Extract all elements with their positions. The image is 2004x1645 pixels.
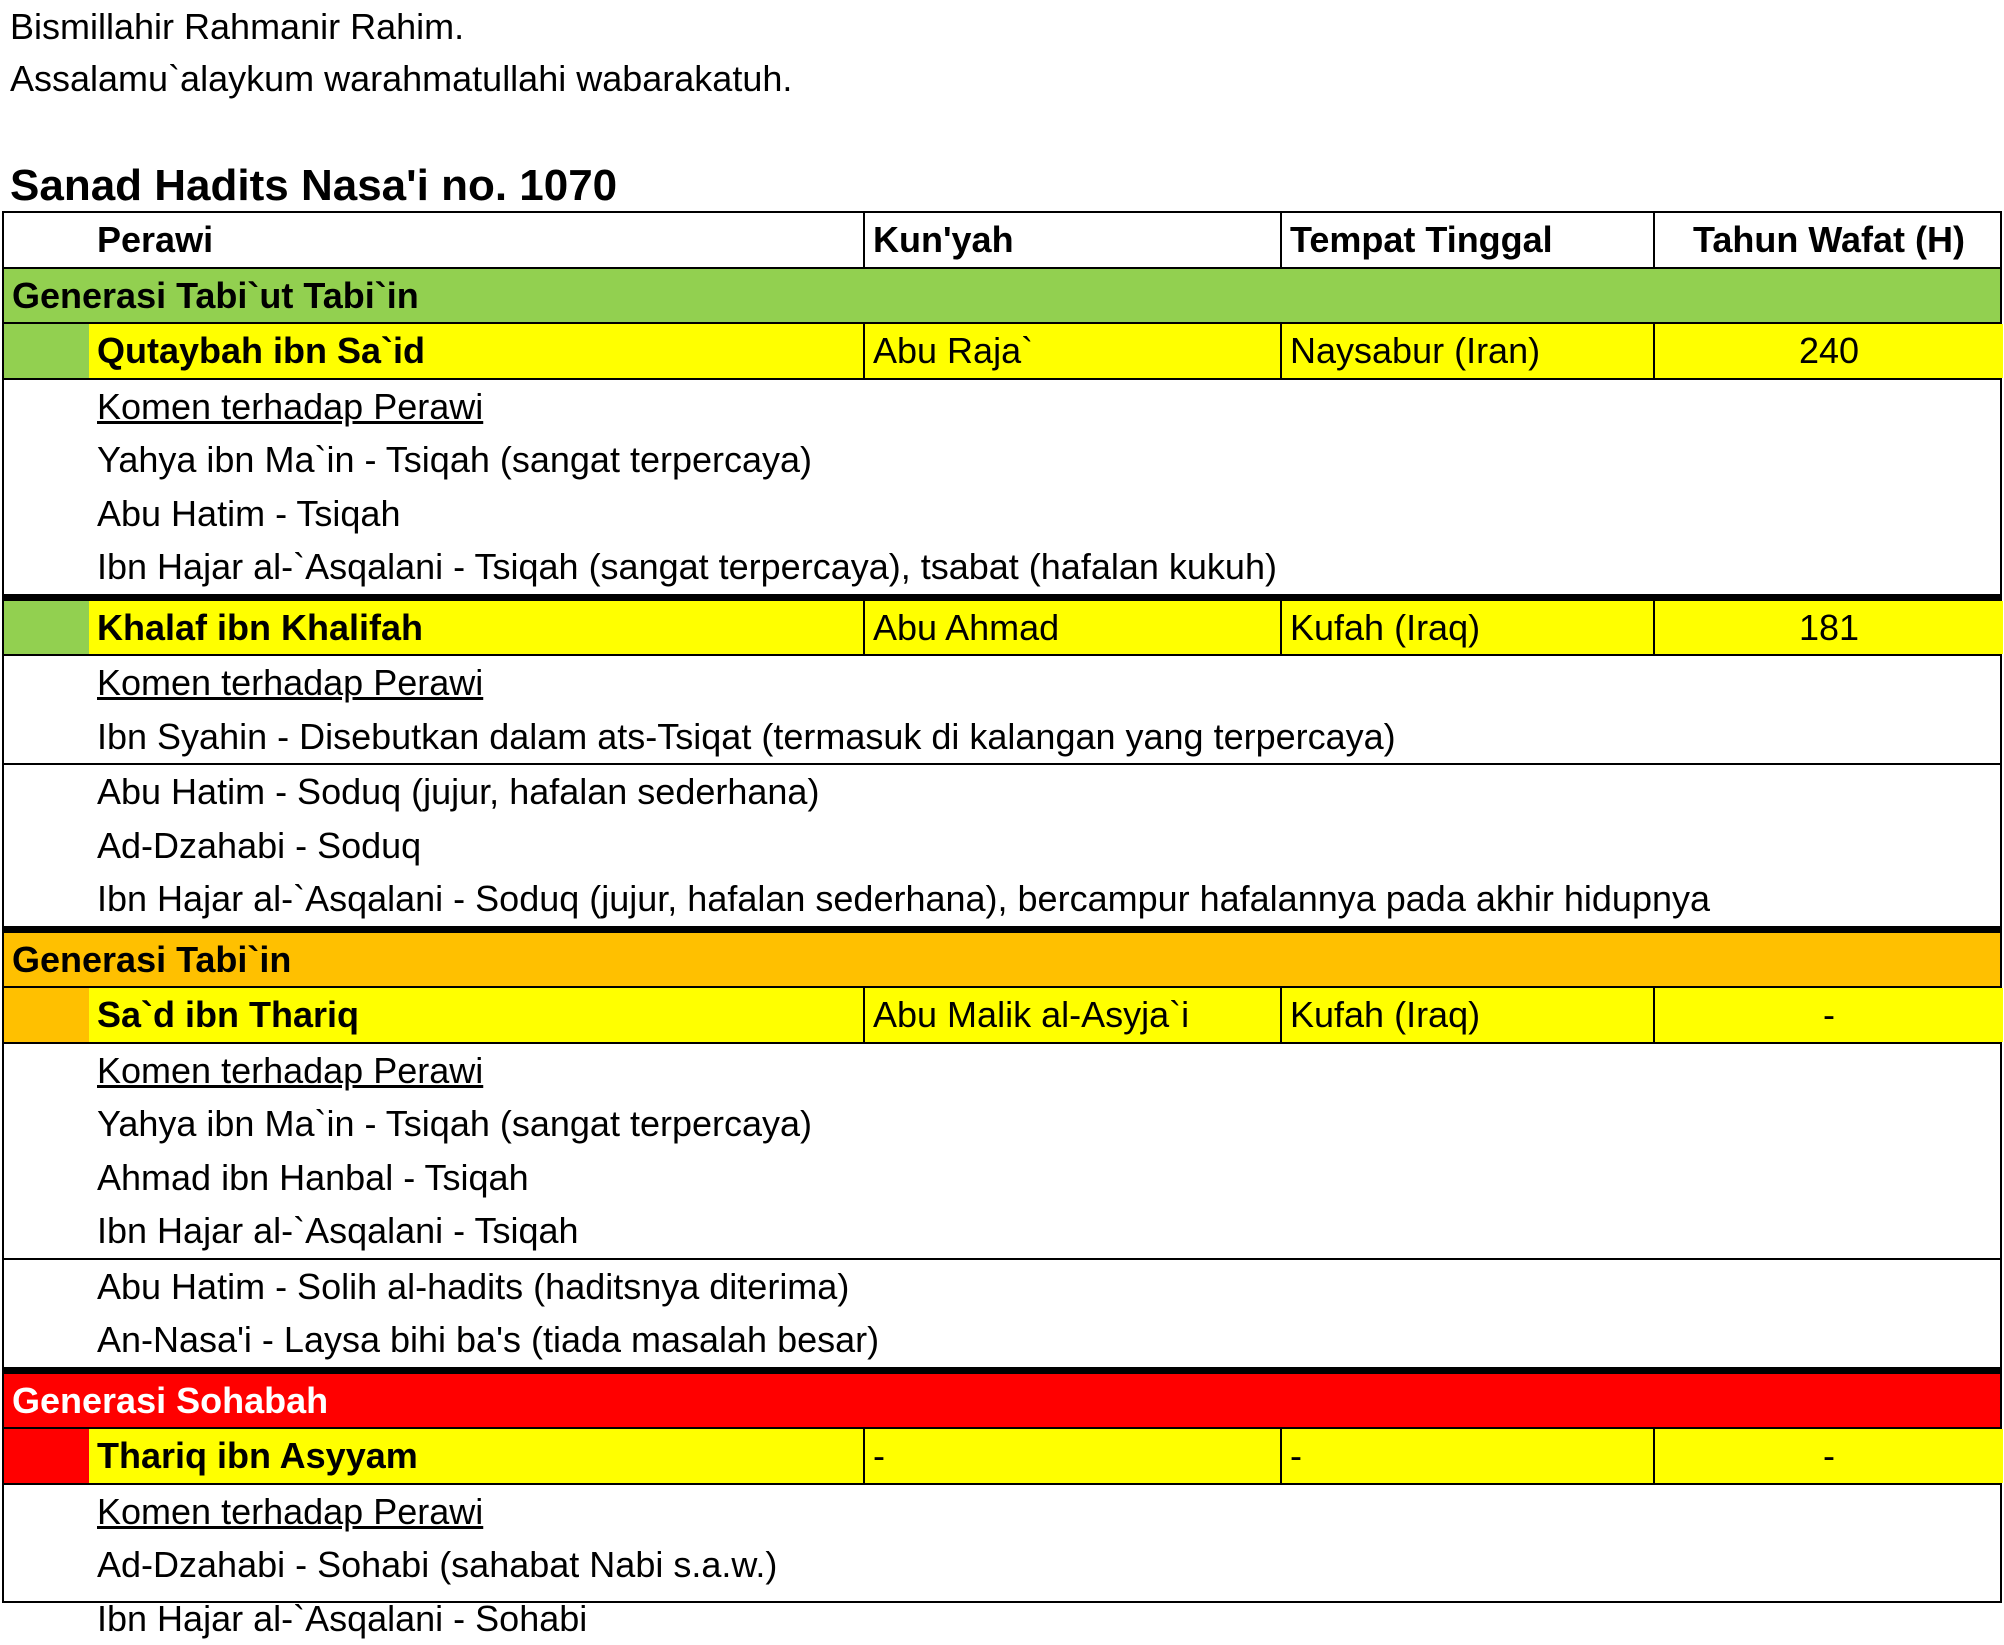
comment-text: Ibn Hajar al-`Asqalani - Tsiqah [97,1204,579,1258]
comment-text: Abu Hatim - Solih al-hadits (haditsnya diterima) [97,1260,849,1314]
header-tahun-wafat: Tahun Wafat (H) [1653,213,2003,267]
intro-greeting-line-2: Assalamu`alaykum warahmatullahi wabarakatuh. [10,52,792,105]
narrator-name: Thariq ibn Asyyam [89,1429,863,1483]
table-header-row [4,213,2000,267]
comment-text: Ibn Syahin - Disebutkan dalam ats-Tsiqat (termasuk di kalangan yang terpercaya) [97,710,1396,764]
generation-row-tabiut-tabiin: Generasi Tabi`ut Tabi`in [4,267,2000,323]
comment-heading: Komen terhadap Perawi [97,1044,483,1098]
comment-text: Ibn Hajar al-`Asqalani - Soduq (jujur, hafalan sederhana), bercampur hafalannya pada akhir hidupnya [97,872,1710,926]
comment-text: Ad-Dzahabi - Soduq [97,819,421,873]
document-title: Sanad Hadits Nasa'i no. 1070 [10,158,617,213]
narrator-name: Khalaf ibn Khalifah [89,601,863,655]
narrator-kunyah: - [863,1429,1280,1483]
comment-row [4,433,2000,487]
comment-row [4,1151,2000,1205]
generation-marker [4,601,89,655]
comment-text: Abu Hatim - Tsiqah [97,487,400,541]
narrator-row [4,594,2000,655]
narrator-tempat: Naysabur (Iran) [1280,324,1653,378]
comment-text: Yahya ibn Ma`in - Tsiqah (sangat terpercaya) [97,433,812,487]
narrator-wafat: 181 [1653,601,2003,655]
comment-row [4,819,2000,873]
narrator-wafat: - [1653,1429,2003,1483]
comment-row [4,487,2000,541]
sanad-table [2,211,2002,1603]
comment-row [4,1313,2000,1367]
comment-text: Ahmad ibn Hanbal - Tsiqah [97,1151,529,1205]
comment-heading-row [4,1483,2000,1539]
comment-row [4,1592,2000,1645]
header-kunyah: Kun'yah [863,213,1280,267]
comment-text: Abu Hatim - Soduq (jujur, hafalan sederhana) [97,765,819,819]
comment-row [4,1097,2000,1151]
comment-row [4,540,2000,594]
header-tempat-tinggal: Tempat Tinggal [1280,213,1653,267]
comment-heading-row [4,654,2000,710]
narrator-name: Qutaybah ibn Sa`id [89,324,863,378]
narrator-tempat: - [1280,1429,1653,1483]
comment-text: Yahya ibn Ma`in - Tsiqah (sangat terpercaya) [97,1097,812,1151]
comment-heading-row [4,1042,2000,1098]
narrator-kunyah: Abu Ahmad [863,601,1280,655]
generation-marker [4,324,89,378]
comment-heading-row [4,378,2000,434]
comment-heading: Komen terhadap Perawi [97,380,483,434]
comment-text: Ibn Hajar al-`Asqalani - Sohabi [97,1592,587,1645]
generation-row-tabiin: Generasi Tabi`in [4,926,2000,987]
comment-row [4,1204,2000,1258]
comment-text: Ad-Dzahabi - Sohabi (sahabat Nabi s.a.w.) [97,1538,777,1592]
generation-marker [4,1429,89,1483]
comment-heading: Komen terhadap Perawi [97,656,483,710]
generation-row-sohabah: Generasi Sohabah [4,1367,2000,1428]
narrator-tempat: Kufah (Iraq) [1280,988,1653,1042]
narrator-row [4,986,2000,1042]
comment-row [4,763,2000,819]
generation-marker [4,988,89,1042]
narrator-name: Sa`d ibn Thariq [89,988,863,1042]
narrator-row [4,322,2000,378]
header-perawi: Perawi [89,213,863,267]
narrator-kunyah: Abu Raja` [863,324,1280,378]
comment-heading: Komen terhadap Perawi [97,1485,483,1539]
narrator-wafat: 240 [1653,324,2003,378]
comment-row [4,1258,2000,1314]
comment-text: Ibn Hajar al-`Asqalani - Tsiqah (sangat terpercaya), tsabat (hafalan kukuh) [97,540,1277,594]
narrator-tempat: Kufah (Iraq) [1280,601,1653,655]
narrator-kunyah: Abu Malik al-Asyja`i [863,988,1280,1042]
narrator-wafat: - [1653,988,2003,1042]
comment-row [4,872,2000,926]
comment-text: An-Nasa'i - Laysa bihi ba's (tiada masalah besar) [97,1313,879,1367]
comment-row [4,1538,2000,1592]
narrator-row [4,1427,2000,1483]
intro-greeting-line-1: Bismillahir Rahmanir Rahim. [10,0,464,53]
comment-row [4,710,2000,764]
